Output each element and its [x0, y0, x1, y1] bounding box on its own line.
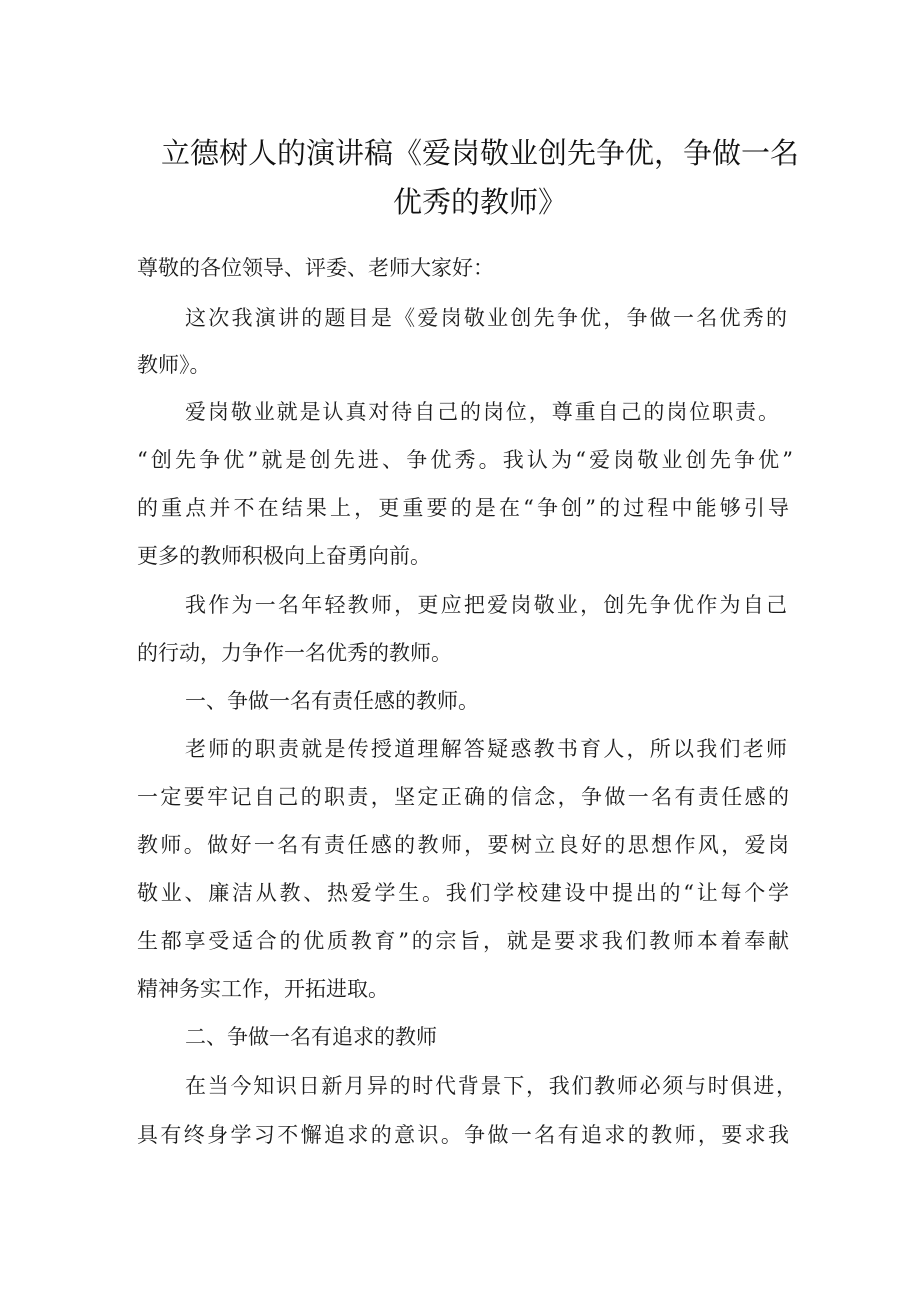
body-line: 爱岗敬业就是认真对待自己的岗位，尊重自己的岗位职责。: [185, 400, 779, 424]
body-line: 这次我演讲的题目是《爱岗敬业创先争优，争做一名优秀的: [185, 306, 787, 330]
body-line: 的重点并不在结果上，更重要的是在“争创”的过程中能够引导: [137, 496, 789, 520]
document-title-line-1: 立德树人的演讲稿《爱岗敬业创先争优，争做一名: [160, 136, 799, 170]
body-line: 在当今知识日新月异的时代背景下，我们教师必须与时俱进，: [185, 1074, 797, 1098]
body-line: 具有终身学习不懈追求的意识。争做一名有追求的教师，要求我: [137, 1123, 789, 1147]
body-line: 教师。做好一名有责任感的教师，要树立良好的思想作风，爱岗: [137, 833, 789, 857]
body-line: 教师》。: [137, 353, 211, 377]
body-line: 一定要牢记自己的职责，坚定正确的信念，争做一名有责任感的: [137, 785, 789, 809]
body-line: 生都享受适合的优质教育”的宗旨，就是要求我们教师本着奉献: [137, 929, 789, 953]
salutation: 尊敬的各位领导、评委、老师大家好：: [137, 256, 494, 280]
body-line: 我作为一名年轻教师，更应把爱岗敬业，创先争优作为自己: [185, 593, 787, 617]
section-heading-1: 一、争做一名有责任感的教师。: [185, 689, 479, 713]
section-heading-2: 二、争做一名有追求的教师: [185, 1025, 437, 1049]
body-line: “创先争优”就是创先进、争优秀。我认为“爱岗敬业创先争优”: [137, 448, 793, 472]
body-line: 敬业、廉洁从教、热爱学生。我们学校建设中提出的“让每个学: [137, 881, 789, 905]
body-line: 的行动，力争作一名优秀的教师。: [137, 641, 452, 665]
body-line: 老师的职责就是传授道理解答疑惑教书育人，所以我们老师: [185, 737, 787, 761]
body-line: 精神务实工作，开拓进取。: [137, 977, 389, 1001]
body-line: 更多的教师积极向上奋勇向前。: [137, 544, 431, 568]
document-title-line-2: 优秀的教师》: [392, 185, 567, 219]
